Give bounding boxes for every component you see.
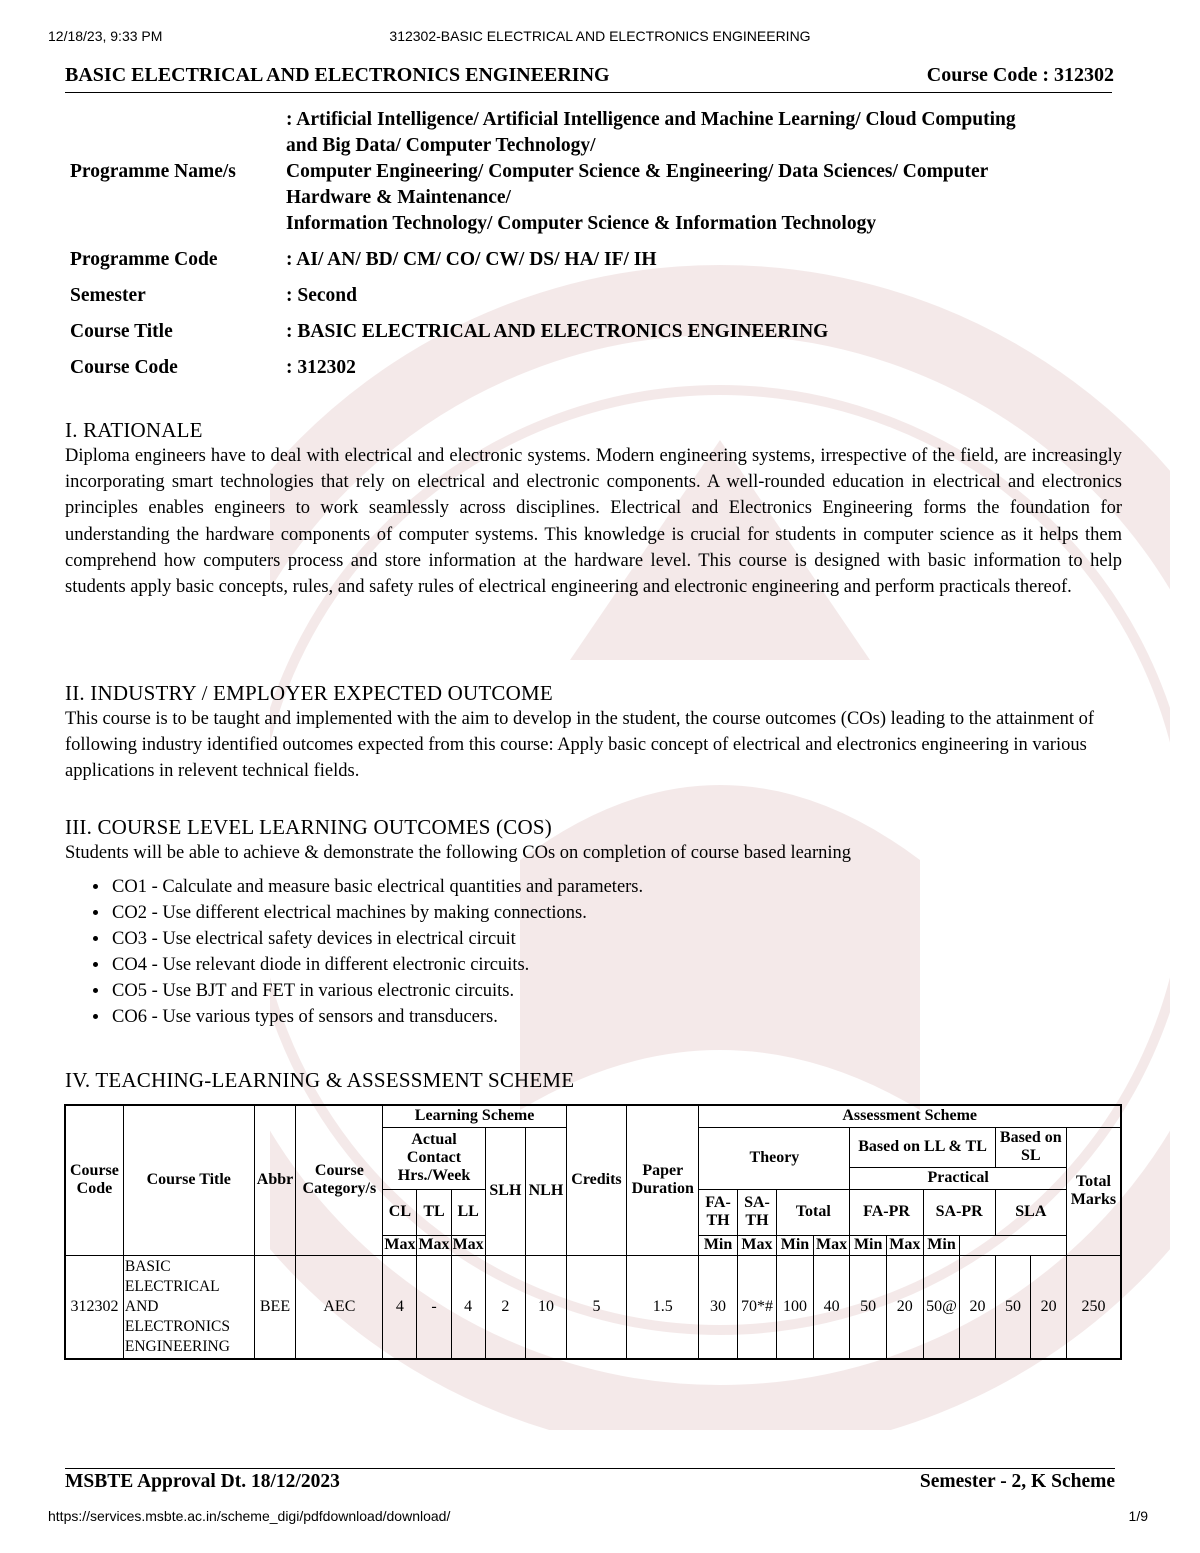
hdr-course-title: Course Title <box>123 1105 254 1255</box>
programme-names-line: Hardware & Maintenance/ <box>286 187 511 208</box>
programme-code-value: : AI/ AN/ BD/ CM/ CO/ CW/ DS/ HA/ IF/ IH <box>286 249 657 270</box>
cell-total-marks: 250 <box>1066 1255 1121 1359</box>
cell-fa-pr-min: 20 <box>886 1255 923 1359</box>
cell-sa-th-max: 70*# <box>737 1255 777 1359</box>
print-page-number: 1/9 <box>1128 1508 1148 1524</box>
cell-abbr: BEE <box>254 1255 296 1359</box>
cell-sa-pr-min: 20 <box>960 1255 995 1359</box>
hdr-course-category: Course Category/s <box>296 1105 383 1255</box>
programme-names-line: Information Technology/ Computer Science & Information Technology <box>286 213 877 234</box>
hdr-based-on-ll-tl: Based on LL & TL <box>850 1127 995 1167</box>
course-code-label: Course Code <box>70 357 178 378</box>
scheme-header-row-1 <box>65 1105 1121 1127</box>
hdr-min: Min <box>850 1235 886 1255</box>
industry-outcome-text: This course is to be taught and implemented with the aim to develop in the student, the course outcomes (COs) leading to the attainment of following industry identified outcomes expected from this course: Apply basic concept of electrical and electronics engineering in various applications in relevent technical fields. <box>65 709 1095 782</box>
hdr-paper-duration: Paper Duration <box>627 1105 699 1255</box>
course-outcomes-section <box>65 815 1122 1030</box>
hdr-fa-th: FA-TH <box>699 1189 737 1235</box>
programme-names-line: Computer Engineering/ Computer Science & Engineering/ Data Sciences/ Computer <box>286 161 989 182</box>
hdr-max: Max <box>737 1235 777 1255</box>
scheme-heading: IV. TEACHING-LEARNING & ASSESSMENT SCHEME <box>65 1068 575 1092</box>
programme-names-line: and Big Data/ Computer Technology/ <box>286 135 596 156</box>
print-header <box>48 28 1152 48</box>
hdr-learning-scheme: Learning Scheme <box>383 1105 566 1127</box>
programme-code-label: Programme Code <box>70 249 218 270</box>
hdr-nlh: NLH <box>526 1127 567 1255</box>
programme-names-label: Programme Name/s <box>70 161 236 182</box>
cell-slh: 2 <box>485 1255 525 1359</box>
cell-fa-th-max: 30 <box>699 1255 737 1359</box>
hdr-max: Max <box>813 1235 850 1255</box>
course-meta-table <box>64 102 1144 386</box>
meta-row-semester <box>64 278 1144 314</box>
industry-outcome-heading: II. INDUSTRY / EMPLOYER EXPECTED OUTCOME <box>65 681 553 705</box>
hdr-total: Total <box>777 1189 850 1235</box>
list-item: • CO4 - Use relevant diode in different electronic circuits. <box>110 952 1122 978</box>
hdr-abbr: Abbr <box>254 1105 296 1255</box>
hdr-max: Max <box>452 1236 484 1253</box>
document-course-code: Course Code : 312302 <box>926 64 1114 86</box>
scheme-section <box>65 1068 1122 1093</box>
hdr-ll: LL <box>451 1189 485 1235</box>
course-outcomes-intro: Students will be able to achieve & demonstrate the following COs on completion of course based learning <box>65 843 852 863</box>
cell-fa-pr-max: 50 <box>850 1255 886 1359</box>
course-title-label: Course Title <box>70 321 173 342</box>
list-item: • CO6 - Use various types of sensors and transducers. <box>110 1004 1122 1030</box>
list-item: • CO5 - Use BJT and FET in various electronic circuits. <box>110 978 1122 1004</box>
hdr-fa-pr: FA-PR <box>850 1189 923 1235</box>
hdr-min: Min <box>777 1235 813 1255</box>
meta-row-programme-code <box>64 242 1144 278</box>
cell-sa-pr-max: 50@ <box>923 1255 960 1359</box>
hdr-max: Max <box>418 1236 450 1253</box>
meta-row-programme-names <box>64 102 1144 242</box>
table-row <box>65 1255 1121 1359</box>
semester-label: Semester <box>70 285 146 306</box>
cell-credits: 5 <box>566 1255 626 1359</box>
hdr-credits: Credits <box>566 1105 626 1255</box>
hdr-based-on-sl: Based on SL <box>995 1127 1066 1167</box>
semester-scheme: Semester - 2, K Scheme <box>919 1471 1115 1492</box>
programme-names-value <box>280 102 1144 242</box>
document-header <box>65 64 1112 93</box>
course-code-value: : 312302 <box>286 357 356 378</box>
hdr-slh: SLH <box>485 1127 525 1255</box>
list-item: • CO3 - Use electrical safety devices in electrical circuit <box>110 926 1122 952</box>
hdr-theory: Theory <box>699 1127 850 1189</box>
course-title-value: : BASIC ELECTRICAL AND ELECTRONICS ENGINEERING <box>286 321 829 342</box>
cell-course-code: 312302 <box>65 1255 123 1359</box>
print-url: https://services.msbte.ac.in/scheme_digi/pdfdownload/download/ <box>48 1508 451 1524</box>
cell-ll: 4 <box>451 1255 485 1359</box>
hdr-course-code: Course Code <box>65 1105 123 1255</box>
hdr-practical: Practical <box>850 1167 1067 1189</box>
teaching-assessment-scheme-table <box>64 1104 1122 1360</box>
cell-cl: 4 <box>383 1255 417 1359</box>
print-footer <box>48 1508 1148 1524</box>
hdr-sa-th: SA-TH <box>737 1189 777 1235</box>
course-outcomes-heading: III. COURSE LEVEL LEARNING OUTCOMES (COS) <box>65 815 552 839</box>
cell-sla-min: 20 <box>1031 1255 1067 1359</box>
meta-row-course-title <box>64 314 1144 350</box>
hdr-sa-pr: SA-PR <box>923 1189 995 1235</box>
rationale-heading: I. RATIONALE <box>65 418 203 442</box>
hdr-assessment-scheme: Assessment Scheme <box>699 1105 1121 1127</box>
document-footer <box>65 1468 1115 1493</box>
hdr-sla: SLA <box>995 1189 1066 1235</box>
hdr-min: Min <box>699 1235 737 1255</box>
hdr-max: Max <box>384 1236 416 1253</box>
hdr-max: Max <box>886 1235 923 1255</box>
cell-category: AEC <box>296 1255 383 1359</box>
cell-sla-max: 50 <box>995 1255 1031 1359</box>
industry-outcome-section <box>65 681 1122 785</box>
course-outcomes-list <box>65 874 1122 1030</box>
programme-names-line: : Artificial Intelligence/ Artificial Intelligence and Machine Learning/ Cloud Computing <box>286 109 1016 130</box>
rationale-section <box>65 418 1122 600</box>
semester-value: : Second <box>286 285 357 306</box>
approval-date: MSBTE Approval Dt. 18/12/2023 <box>65 1471 340 1492</box>
rationale-text: Diploma engineers have to deal with electrical and electronic systems. Modern engineering systems, irrespective of the field, are increasingly incorporating smart technologies that rely on electrical and electronic components. A well-rounded education in electrical and electronics principles enables engineers to work seamlessly across disciplines. Electrical and Electronics Engineering forms the foundation for understanding the hardware components of computer systems. This knowledge is crucial for students in computer science as it helps them comprehend how computers process and store information at the hardware level. This course is designed with basic information to help students apply basic concepts, rules, and safety rules of electrical engineering and electronic engineering and perform practicals thereof. <box>65 446 1122 598</box>
print-tab-title: 312302-BASIC ELECTRICAL AND ELECTRONICS ENGINEERING <box>389 28 811 44</box>
cell-nlh: 10 <box>526 1255 567 1359</box>
print-datetime: 12/18/23, 9:33 PM <box>48 28 163 44</box>
list-item: • CO2 - Use different electrical machines by making connections. <box>110 900 1122 926</box>
cell-total-max: 100 <box>777 1255 813 1359</box>
hdr-actual-contact: Actual Contact Hrs./Week <box>383 1127 485 1189</box>
hdr-total-marks: Total Marks <box>1066 1127 1121 1255</box>
meta-row-course-code <box>64 350 1144 386</box>
hdr-tl: TL <box>417 1189 451 1235</box>
cell-course-title: BASIC ELECTRICAL AND ELECTRONICS ENGINEERING <box>123 1255 254 1359</box>
document-title: BASIC ELECTRICAL AND ELECTRONICS ENGINEERING <box>65 64 610 86</box>
cell-tl: - <box>417 1255 451 1359</box>
cell-total-min: 40 <box>813 1255 850 1359</box>
hdr-min: Min <box>923 1235 960 1255</box>
cell-paper-duration: 1.5 <box>627 1255 699 1359</box>
hdr-cl: CL <box>383 1189 417 1235</box>
list-item: • CO1 - Calculate and measure basic electrical quantities and parameters. <box>110 874 1122 900</box>
